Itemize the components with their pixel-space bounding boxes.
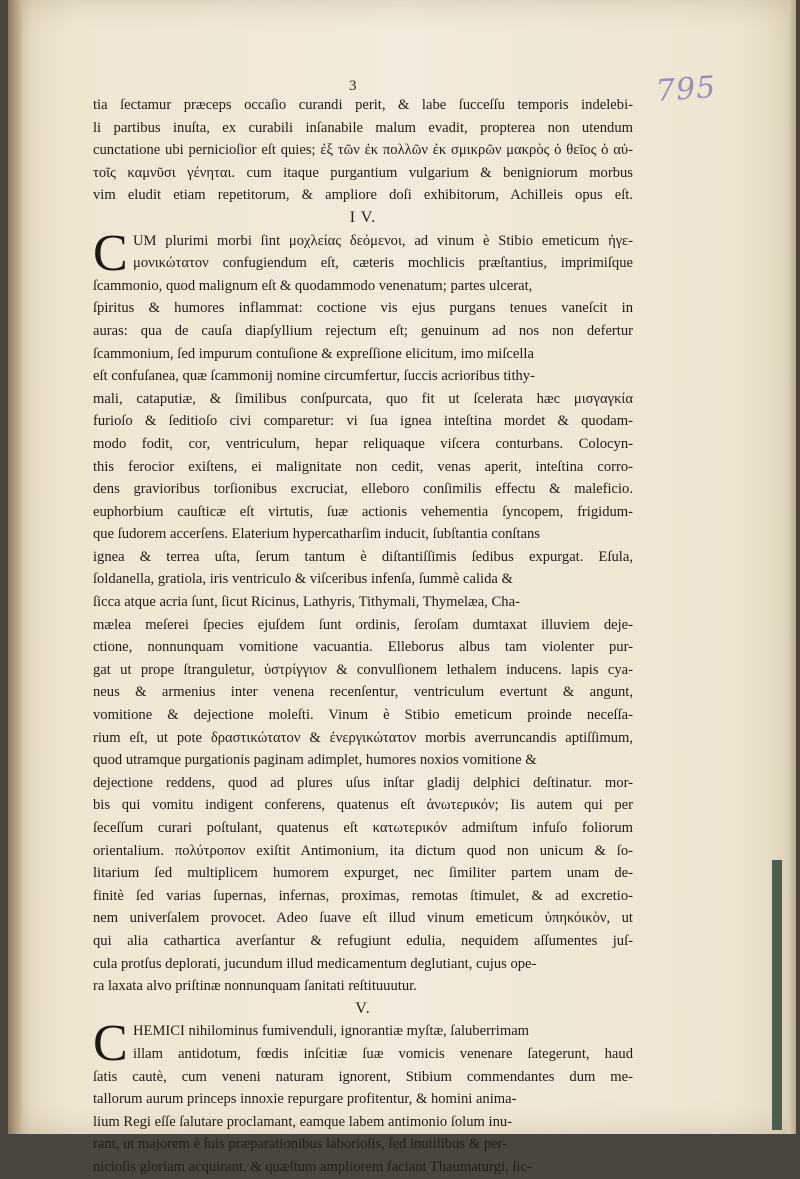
book-page (8, 0, 796, 1175)
text-line: ſoldanella, gratiola, iris ventriculo & viſceribus infenſa, ſummè calida & (93, 571, 513, 588)
section-v-paragraph (93, 1015, 633, 1178)
section-iv-lines (93, 224, 633, 998)
text-line: rant, ut majorem è ſuis præparationibus laborioſis, ſed inutilibus & per- (93, 1136, 507, 1153)
text-line: illam antidotum, fœdis inſcitiæ ſuæ vomicis venenare ſategerunt, haud (133, 1045, 633, 1062)
text-line: mali, cataputiæ, & ſimilibus conſpurcata, quo fit ut ſcelerata hæc μισγαγκία (93, 390, 633, 407)
binding-ribbon (772, 860, 782, 1130)
page-number: 3 (349, 78, 357, 94)
text-line: neus & armenius inter venena recenſentur, ventriculum evertunt & angunt, (93, 684, 633, 701)
text-line: ſpiritus & humores inflammat: coctione vis ejus purgans tenues vaneſcit in (93, 300, 633, 317)
text-line: euphorbium cauſticæ eſt virtutis, ſuæ actionis vehementia ſyncopem, frigidum- (93, 503, 633, 520)
text-line: this ferocior exiſtens, ei malignitate non cedit, venas aperit, inteſtina corro- (93, 458, 633, 475)
handwritten-folio-number: 795 (654, 69, 718, 110)
text-line: orientalium. πολύτροπον exiſtit Antimonium, ita dictum quod non unicum & ſo- (93, 842, 633, 859)
text-line: li partibus inuſta, ex curabili inſanabile malum evadit, propterea non utendum (93, 119, 633, 136)
dropcap-letter: C (93, 1015, 128, 1073)
text-line: auras: qua de cauſa diapſyllium rejectum eſt; genuinum ad nos non defertur (93, 322, 633, 339)
page-gutter (8, 0, 22, 1134)
page-body (93, 94, 633, 1179)
text-line: tia ſectamur præceps occaſio curandi perit, & labe ſucceſſu temporis indelebi- (93, 97, 633, 113)
text-line: vim eludit etiam repetitorum, & ampliore doſi exhibitorum, Achilleis opus eſt. (93, 187, 633, 204)
text-line: nem univerſalem provocet. Adeo ſuave eſt illud vinum emeticum ὑπηκόικὸν, ut (93, 910, 633, 927)
section-heading-iv: I V. (349, 208, 377, 226)
text-line: dejectione reddens, quod ad plures uſus inſtar gladij delphici deſtinatur. mor- (93, 774, 633, 791)
text-line: modo fodit, cor, ventriculum, hepar reliquaque viſcera conturbans. Colocyn- (93, 435, 633, 452)
text-line: tallorum aurum princeps innoxie repurgare profitentur, & homini anima- (93, 1091, 517, 1108)
text-line: ſcammonium, ſed impurum contuſione & expreſſione elicitum, imo miſcella (93, 345, 534, 362)
text-line: cunctatione ubi pernicioſior eſt quies; ἐξ τῶν ἐκ πολλῶν ἐκ σμικρῶν μακρὸς ὁ θεῖος ὁ αὐ- (93, 142, 633, 159)
text-line: τοῖς καμνῦσι γένηται. cum itaque purgantium vulgarium & benigniorum morbus (93, 164, 633, 181)
text-line: lium Regi eſſe ſalutare proclamant, eamque labem antimonio ſolum inu- (93, 1113, 513, 1130)
text-line: qui alia cathartica averſantur & refugiunt edulia, nequidem aſſumentes juſ- (93, 932, 633, 949)
text-line: ctione, nonnunquam vomitione vacuantia. Elleborus albus tam violenter pur- (93, 639, 633, 656)
text-line: ſeceſſum curari poſtulant, quatenus eſt κατωτερικόν admiſtum infuſo foliorum (93, 820, 633, 836)
text-line: μονικώτατον confugiendum eſt, cæteris mochlicis præſtantius, imprimiſque (133, 255, 633, 272)
text-line: ſcammonio, quod malignum eſt & quodammodo venenatum; partes ulcerat, (93, 277, 533, 294)
text-line: HEMICI nihilominus fumivenduli, ignorantiæ myſtæ, ſaluberrimam (133, 1023, 530, 1040)
text-line: ſatis cautè, cum veneni naturam ignorent, Stibium commendantes dum me- (93, 1068, 633, 1085)
text-line: nicioſis gloriam acquirant, & quæſtum ampliorem faciant Thaumaturgi, ſic- (93, 1158, 532, 1175)
text-line: cula protſus deplorati, jucundum illud medicamentum deglutiant, cujus ope- (93, 955, 537, 972)
text-line: dens gravioribus torſionibus excruciat, elleboro conſimilis effectu & maleficio. (93, 481, 633, 498)
intro-paragraph (93, 94, 633, 207)
text-line: ra laxata alvo priſtinæ nonnunquam ſanitati reſtituuutur. (93, 978, 417, 995)
text-line: UM plurimi morbi ſint μοχλείας δεόμενοι, ad vinum è Stibio emeticum ἠγε- (133, 232, 633, 249)
text-line: gat ut prope ſtranguletur, ὑστρίγγιον & convulſionem lethalem inducens. lapis cya- (93, 661, 633, 678)
section-v-lines (93, 1015, 633, 1178)
text-line: finitè ſed varias ſupernas, infernas, proximas, remotas ſtimulet, & ad excretio- (93, 887, 633, 904)
section-iv-paragraph (93, 224, 633, 998)
text-line: ignea & terrea uſta, ſerum tantum è diſtantiſſimis ſedibus expurgat. Eſula, (93, 548, 633, 565)
text-line: ſicca atque acria ſunt, ſicut Ricinus, Lathyris, Tithymali, Thymelæa, Cha- (93, 594, 520, 611)
text-line: que ſudorem accerſens. Elaterium hypercatharſim inducit, ſubſtantia conſtans (93, 526, 540, 543)
text-line: furioſo & ſeditioſo civi comparetur: vi ſua ignea inteſtina mordet & quodam- (93, 413, 633, 430)
text-line: eſt confuſanea, quæ ſcammonij nomine circumfertur, ſuccis acrioribus tithy- (93, 368, 535, 385)
text-line: rium eſt, ut pote δραστικώτατον & ἐνεργικώτατον morbis averruncandis aptiſſimum, (93, 729, 633, 746)
text-line: mælea meſerei ſpecies ejuſdem ſunt ordinis, ſeroſam dumtaxat illuviem deje- (93, 616, 633, 633)
text-line: bis qui vomitu indigent conferens, quatenus eſt ἀνωτερικόν; Iis autem qui per (93, 797, 633, 814)
page-edge (788, 0, 796, 1134)
text-line: litarium ſed multiplicem humorem expurget, nec ſimiliter partem unam de- (93, 865, 633, 882)
text-line: vomitione & dejectione moleſti. Vinum è Stibio emeticum proinde neceſſa- (93, 707, 633, 724)
dropcap-letter: C (93, 224, 128, 282)
text-line: quod utramque purgationis paginam adimplet, humores noxios vomitione & (93, 752, 537, 769)
section-heading-v: V. (355, 999, 371, 1017)
